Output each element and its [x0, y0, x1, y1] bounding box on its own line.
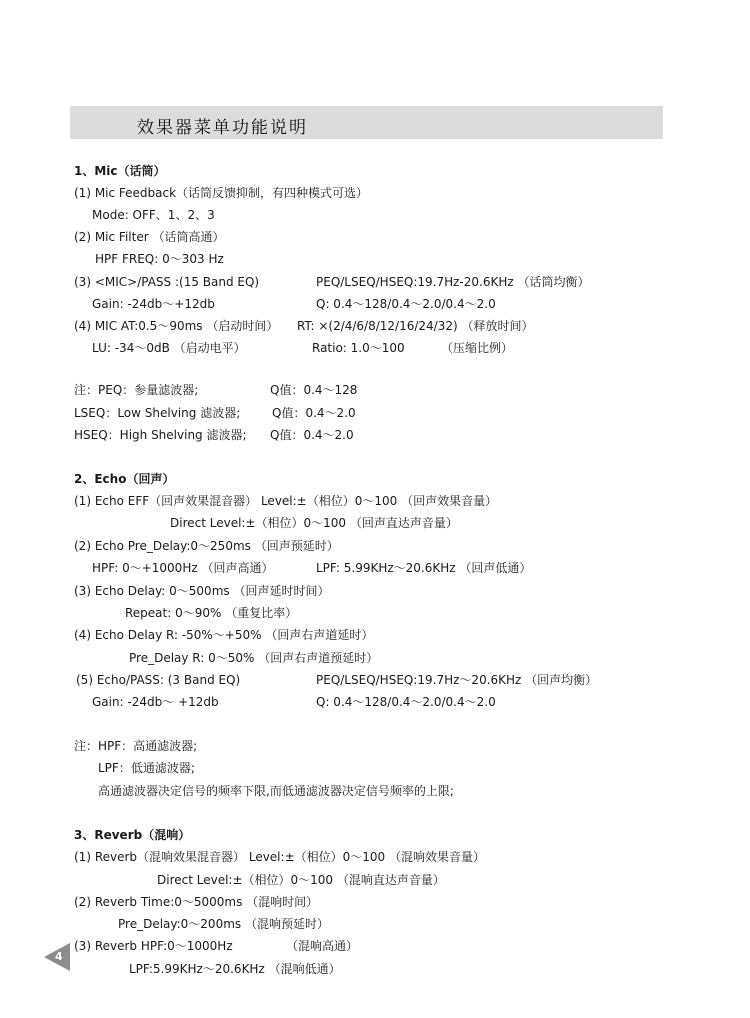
- note-hseq-q: Q值：0.4～2.0: [270, 428, 354, 442]
- echo-direct-line: Direct Level:±（相位）0～100 （回声直达声音量）: [170, 516, 458, 530]
- reverb-lpf-line: LPF:5.99KHz～20.6KHz （混响低通）: [129, 962, 341, 976]
- echo-hpf-line: HPF: 0～+1000Hz （回声高通）: [92, 561, 274, 575]
- echo-heading: 2、Echo（回声）: [74, 472, 175, 486]
- mic-compressor-release: RT: ×(2/4/6/8/12/16/24/32) （释放时间）: [297, 319, 534, 333]
- echo-predelay-line: (2) Echo Pre_Delay:0～250ms （回声预延时）: [74, 539, 339, 553]
- mic-compressor-attack: (4) MIC AT:0.5～90ms （启动时间）: [74, 319, 279, 333]
- mic-feedback-line: (1) Mic Feedback（话筒反馈抑制，有四种模式可选）: [74, 186, 369, 200]
- note-filter-description: 高通滤波器决定信号的频率下限,而低通滤波器决定信号频率的上限;: [98, 784, 454, 798]
- mic-eq-range: PEQ/LSEQ/HSEQ:19.7Hz-20.6KHz （话筒均衡）: [316, 275, 590, 289]
- echo-predelay-r-line: Pre_Delay R: 0～50% （回声右声道预延时）: [129, 651, 379, 665]
- reverb-heading: 3、Reverb（混响）: [74, 828, 191, 842]
- mic-q-line: Q: 0.4～128/0.4～2.0/0.4～2.0: [316, 297, 496, 311]
- mic-heading: 1、Mic（话筒）: [74, 164, 166, 178]
- echo-repeat-line: Repeat: 0～90% （重复比率）: [125, 606, 298, 620]
- mic-mode-line: Mode: OFF、1、2、3: [92, 208, 215, 222]
- mic-ratio-note: （压缩比例）: [441, 341, 514, 355]
- reverb-predelay-line: Pre_Delay:0～200ms （混响预延时）: [118, 917, 329, 931]
- mic-ratio-line: Ratio: 1.0～100: [312, 341, 405, 355]
- echo-delay-r-line: (4) Echo Delay R: -50%～+50% （回声右声道延时）: [74, 628, 374, 642]
- note-hseq: HSEQ：High Shelving 滤波器;: [74, 428, 247, 442]
- page-number: 4: [55, 950, 63, 963]
- echo-q-line: Q: 0.4～128/0.4～2.0/0.4～2.0: [316, 695, 496, 709]
- mic-filter-line: (2) Mic Filter （话筒高通）: [74, 230, 225, 244]
- echo-eff-line: (1) Echo EFF（回声效果混音器） Level:±（相位）0～100 （回声效果音量）: [74, 494, 498, 508]
- mic-gain-line: Gain: -24db～+12db: [92, 297, 215, 311]
- echo-lpf-line: LPF: 5.99KHz～20.6KHz （回声低通）: [316, 561, 532, 575]
- note-hpf: 注：HPF：高通滤波器;: [74, 739, 198, 753]
- page-title: 效果器菜单功能说明: [137, 118, 308, 138]
- note-lseq: LSEQ：Low Shelving 滤波器;: [74, 406, 241, 420]
- reverb-direct-line: Direct Level:±（相位）0～100 （混响直达声音量）: [157, 873, 445, 887]
- mic-eq-label: (3) <MIC>/PASS :(15 Band EQ): [74, 275, 260, 289]
- reverb-hpf-line: (3) Reverb HPF:0～1000Hz: [74, 939, 233, 953]
- note-peq: 注：PEQ：参量滤波器;: [74, 383, 199, 397]
- mic-lu-line: LU: -34～0dB （启动电平）: [92, 341, 246, 355]
- note-lpf: LPF：低通滤波器;: [98, 761, 195, 775]
- reverb-hpf-note: （混响高通）: [286, 939, 359, 953]
- echo-delay-line: (3) Echo Delay: 0～500ms （回声延时时间）: [74, 584, 330, 598]
- echo-gain-line: Gain: -24db～ +12db: [92, 695, 219, 709]
- reverb-time-line: (2) Reverb Time:0～5000ms （混响时间）: [74, 895, 319, 909]
- reverb-eff-line: (1) Reverb（混响效果混音器） Level:±（相位）0～100 （混响效果音量）: [74, 850, 485, 864]
- echo-eq-label: (5) Echo/PASS: (3 Band EQ): [76, 673, 241, 687]
- note-lseq-q: Q值：0.4～2.0: [272, 406, 356, 420]
- mic-hpf-line: HPF FREQ: 0～303 Hz: [95, 252, 224, 266]
- note-peq-q: Q值：0.4～128: [270, 383, 358, 397]
- echo-eq-range: PEQ/LSEQ/HSEQ:19.7Hz～20.6KHz （回声均衡）: [316, 673, 598, 687]
